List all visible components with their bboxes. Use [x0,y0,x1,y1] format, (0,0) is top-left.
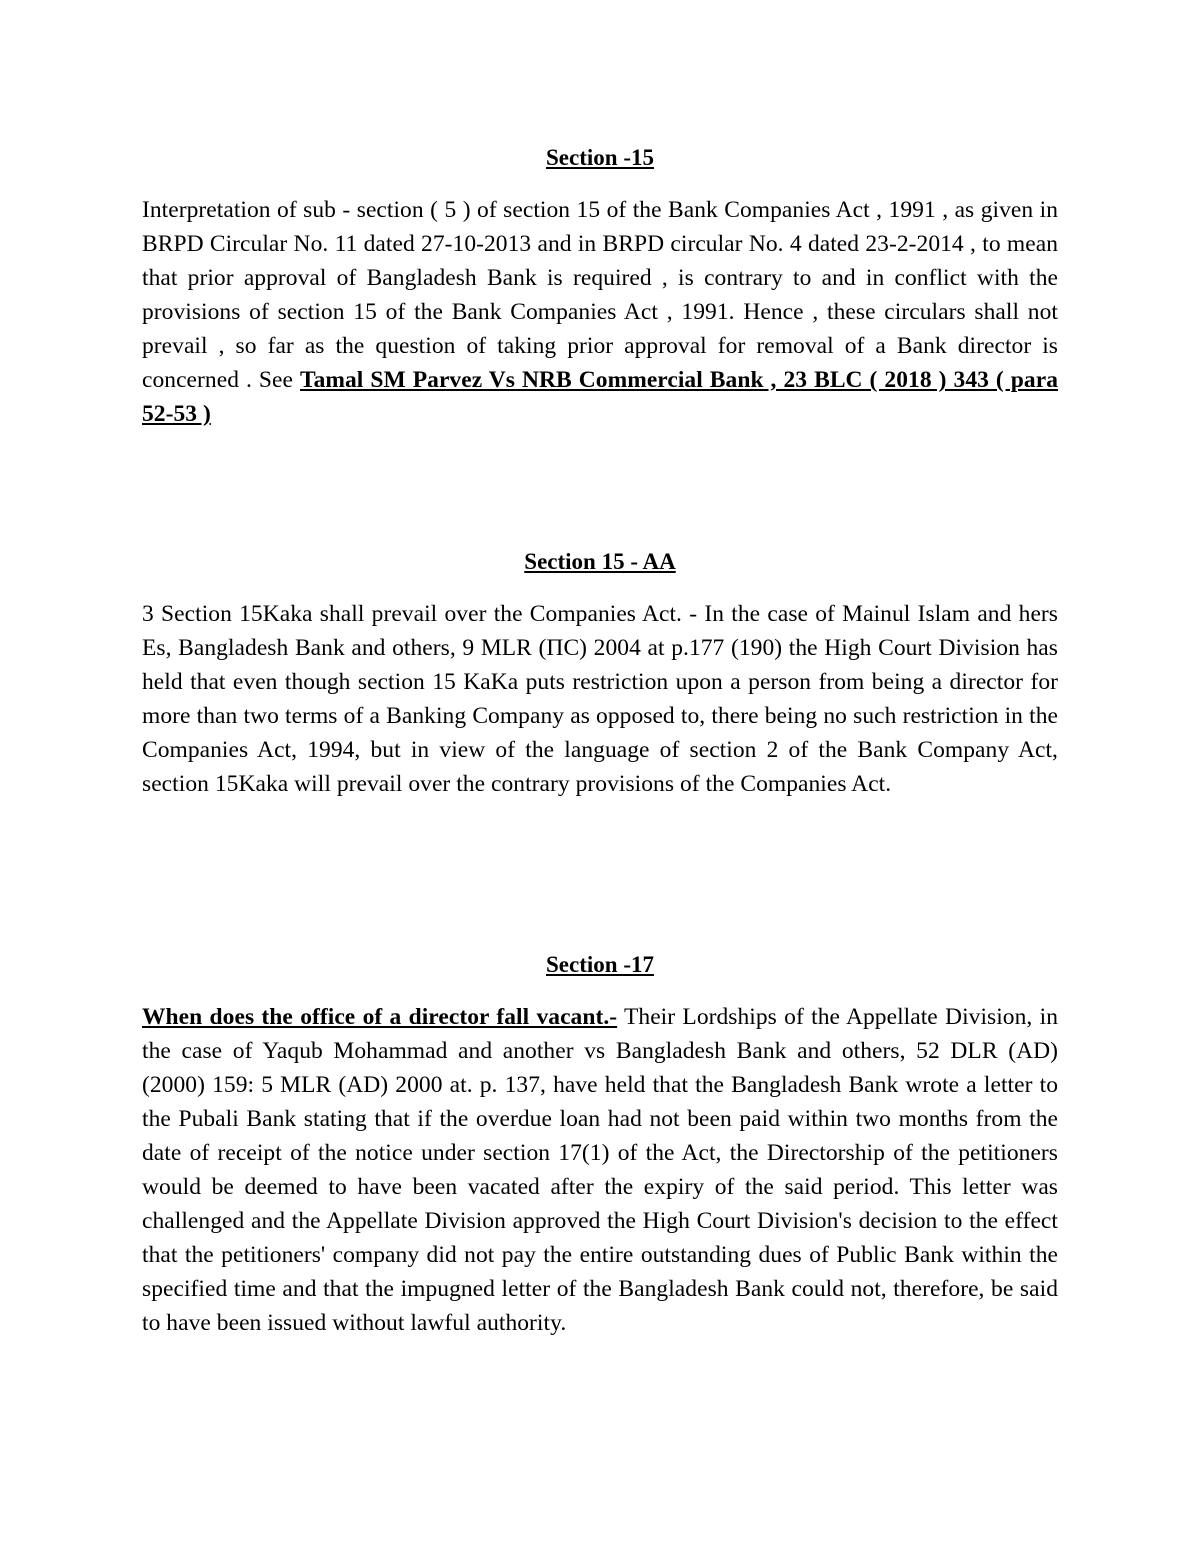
section-15-aa-heading: Section 15 - AA [524,549,676,574]
section-17-paragraph [142,1000,1058,1340]
section-15-aa [142,545,1058,801]
section-17-body: Their Lordships of the Appellate Division, in the case of Yaqub Mohammad and another vs Bangladesh Bank and others, 52 DLR (AD) (2000) 159: 5 MLR (AD) 2000 at. p. 137, have held that the Bangladesh Bank wrote a letter to the Pubali Bank stating that if the overdue loan had not been paid within two months from the date of receipt of the notice under section 17(1) of the Act, the Directorship of the petitioners would be deemed to have been vacated after the expiry of the said period. This letter was challenged and the Appellate Division approved the High Court Division's decision to the effect that the petitioners' company did not pay the entire outstanding dues of Public Bank within the specified time and that the impugned letter of the Bangladesh Bank could not, therefore, be said to have been issued without lawful authority. [142,1004,1058,1336]
section-15-paragraph [142,193,1058,431]
section-15-citation: Tamal SM Parvez Vs NRB Commercial Bank , 23 BLC ( 2018 ) 343 ( para 52-53 ) [142,367,1058,427]
section-15-aa-body: 3 Section 15Kaka shall prevail over the Companies Act. - In the case of Mainul Islam and hers Es, Bangladesh Bank and others, 9 MLR (ΠC) 2004 at p.177 (190) the High Court Division has held that even though section 15 KaKa puts restriction upon a person from being a director for more than two terms of a Banking Company as opposed to, there being no such restriction in the Companies Act, 1994, but in view of the language of section 2 of the Bank Company Act, section 15Kaka will prevail over the contrary provisions of the Companies Act. [142,601,1058,797]
section-15 [142,141,1058,431]
section-15-body: Interpretation of sub - section ( 5 ) of section 15 of the Bank Companies Act , 1991 , as given in BRPD Circular No. 11 dated 27-10-2013 and in BRPD circular No. 4 dated 23-2-2014 , to mean that prior approval of Bangladesh Bank is required , is contrary to and in conflict with the provisions of section 15 of the Bank Companies Act , 1991. Hence , these circulars shall not prevail , so far as the question of taking prior approval for removal of a Bank director is concerned . See [142,197,1058,393]
section-17-heading: Section -17 [546,952,654,977]
section-15-heading: Section -15 [546,145,654,170]
section-17 [142,948,1058,1340]
section-15-aa-paragraph [142,597,1058,801]
section-17-lead: When does the office of a director fall vacant.- [142,1004,618,1030]
